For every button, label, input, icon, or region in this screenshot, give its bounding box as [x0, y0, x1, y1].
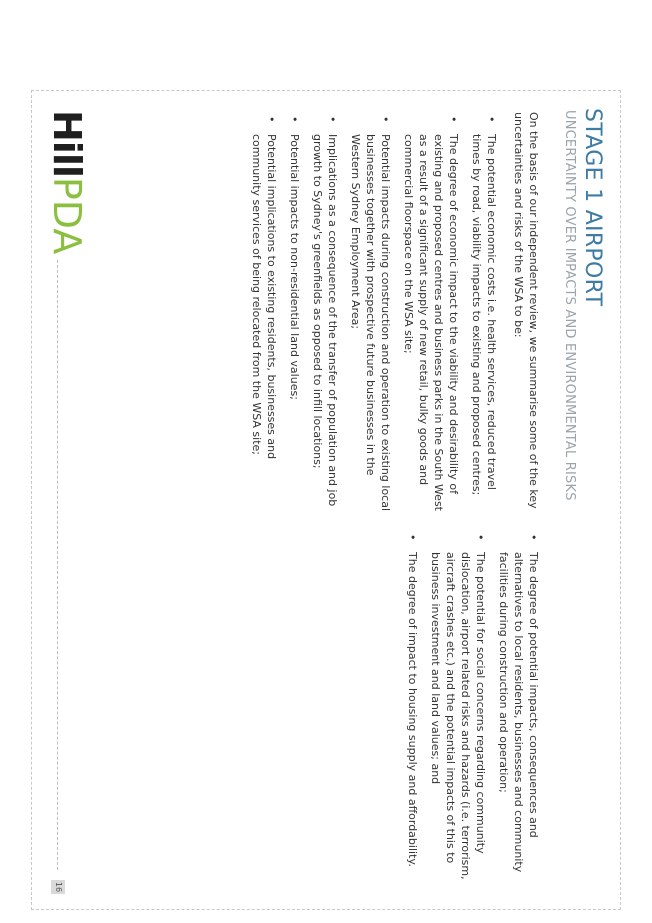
slide-subtitle: UNCERTAINTY OVER IMPACTS AND ENVIRONMENTAL RISKS: [562, 110, 577, 501]
bullet-text: Potential impacts during construction and operation to existing local businesses together with prospective future businesses in the Western Sydney Employment Area;: [349, 134, 392, 512]
bullet-dot: •: [447, 116, 460, 123]
logo-text-hill: Hill: [45, 110, 89, 177]
intro-paragraph: On the basis of our independent review, we summarise some of the key uncertainties and risks of the WSA to be:: [512, 112, 540, 509]
left-bullet-list: [249, 112, 499, 512]
bullet-item: [405, 530, 420, 890]
bullet-dot: •: [265, 116, 278, 123]
right-bullet-list: [405, 530, 541, 890]
bullet-item: [249, 112, 279, 512]
bullet-dot: •: [406, 534, 419, 541]
bullet-dot: •: [379, 116, 392, 123]
bullet-text: The potential economic costs i.e. health services, reduced travel times by road, viability impacts to existing and proposed centres;: [470, 134, 498, 496]
bullet-item: [348, 112, 393, 512]
bullet-item: [469, 112, 499, 512]
bullet-text: Implications as a consequence of the transfer of population and job growth to Sydney's greenfields as opposed to infill locations;: [311, 134, 339, 507]
bullet-dot: •: [527, 534, 540, 541]
bullet-dot: •: [326, 116, 339, 123]
footer-divider: [57, 260, 58, 870]
bullet-dot: •: [474, 534, 487, 541]
right-column: [397, 530, 541, 890]
bullet-text: The degree of impact to housing supply and affordability.: [406, 552, 419, 867]
bullet-text: The potential for social concerns regarding community dislocation, airport related risks and hazards (i.e. terrorism, aircraft crashes etc.) and the potential impacts of this to business investment and land values; and: [429, 552, 487, 880]
bullet-dot: •: [485, 116, 498, 123]
bullet-text: Potential impacts to non-residential land values;: [288, 134, 301, 400]
bullet-text: Potential implications to existing residents, businesses and community services of being relocated from the WSA site;: [250, 134, 278, 460]
slide-title: STAGE 1 AIRPORT: [580, 108, 605, 307]
left-column: [241, 112, 541, 512]
slide: [31, 90, 621, 910]
bullet-dot: •: [288, 116, 301, 123]
bullet-item: [401, 112, 461, 512]
page-number: 16: [51, 880, 65, 894]
hillpda-logo: [47, 110, 91, 254]
bullet-item: [428, 530, 488, 890]
bullet-text: The degree of economic impact to the viability and desirability of existing and proposed centres and business parks in the South West as a result of a significant supply of new retail, bulky goods and commercial floorspace on the WSA site;: [402, 134, 460, 511]
bullet-item: [287, 112, 302, 512]
bullet-text: The degree of potential impacts, consequences and alternatives to local residents, businesses and community facilities during construction and operation;: [497, 552, 540, 873]
bullet-item: [310, 112, 340, 512]
bullet-item: [496, 530, 541, 890]
logo-text-pda: PDA: [45, 176, 89, 255]
